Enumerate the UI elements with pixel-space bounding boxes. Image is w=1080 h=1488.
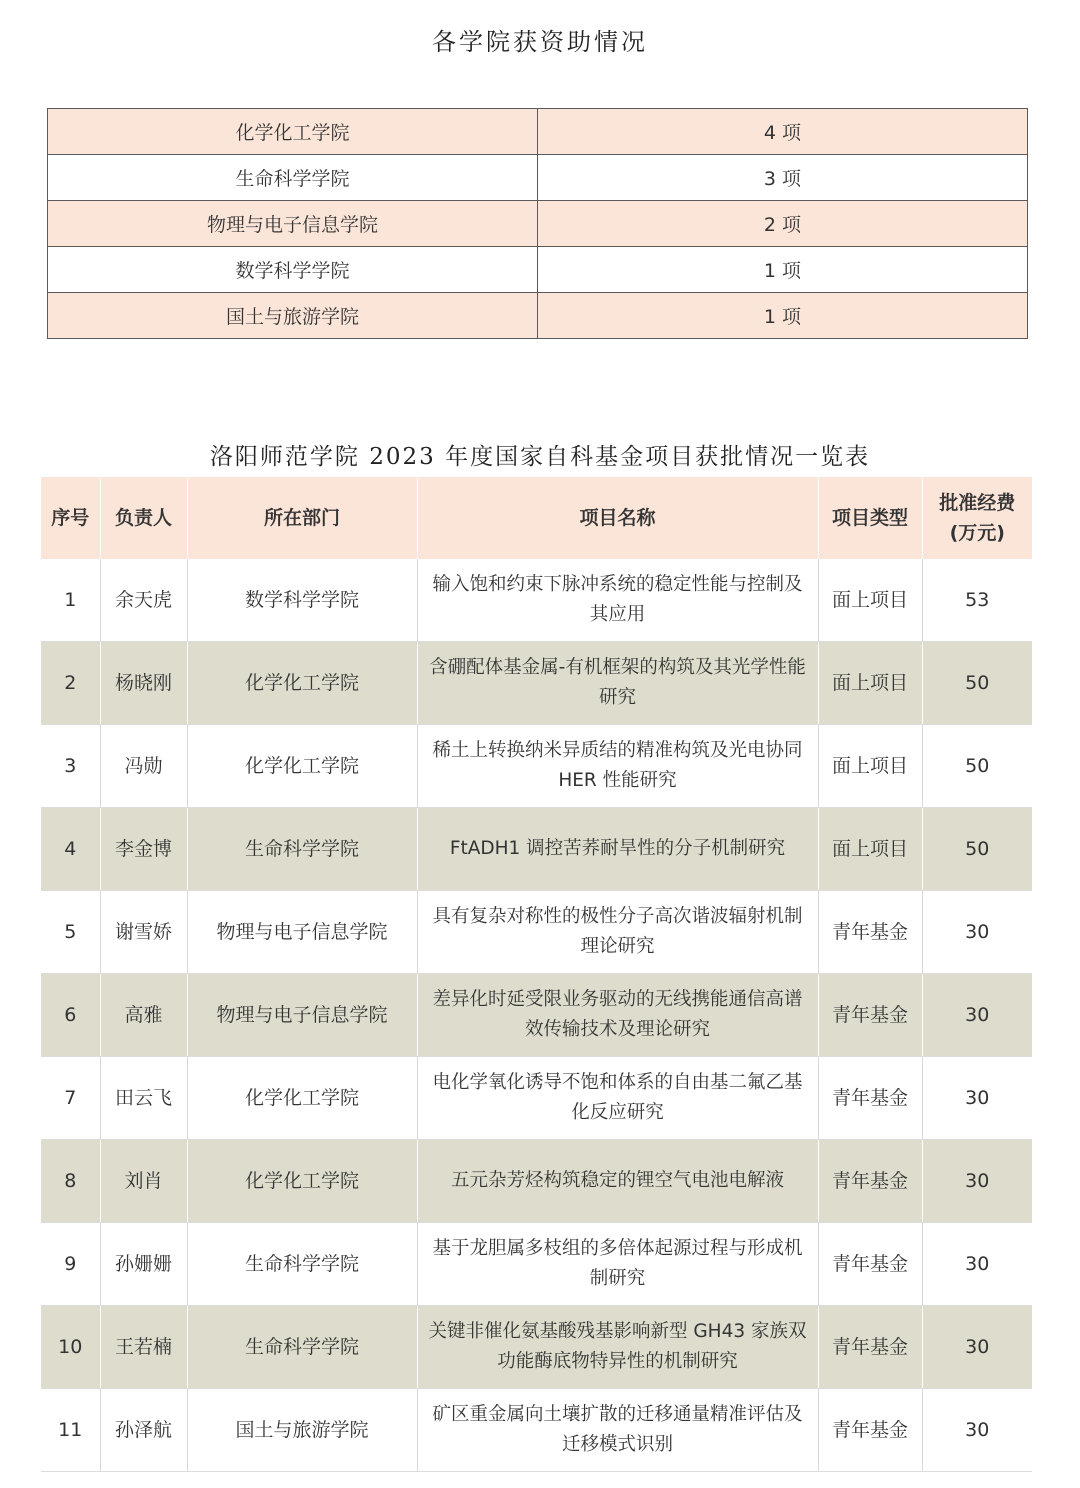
header-fund xyxy=(922,477,1032,559)
cell-no: 2 xyxy=(41,642,100,725)
cell-no: 11 xyxy=(41,1389,100,1472)
cell-dept: 生命科学学院 xyxy=(187,808,417,891)
header-project: 项目名称 xyxy=(417,477,818,559)
cell-type: 面上项目 xyxy=(818,808,922,891)
cell-leader: 王若楠 xyxy=(100,1306,187,1389)
table-row xyxy=(41,891,1032,974)
project-list-table xyxy=(41,477,1032,1472)
table-row xyxy=(41,808,1032,891)
summary-title: 各学院获资助情况 xyxy=(432,28,648,56)
cell-project: 五元杂芳烃构筑稳定的锂空气电池电解液 xyxy=(417,1140,818,1223)
cell-project: 输入饱和约束下脉冲系统的稳定性能与控制及其应用 xyxy=(417,559,818,642)
cell-dept: 化学化工学院 xyxy=(187,1057,417,1140)
cell-type: 青年基金 xyxy=(818,974,922,1057)
cell-fund: 50 xyxy=(922,725,1032,808)
summary-row xyxy=(48,293,1028,339)
cell-leader: 孙泽航 xyxy=(100,1389,187,1472)
cell-type: 青年基金 xyxy=(818,891,922,974)
cell-type: 面上项目 xyxy=(818,642,922,725)
summary-college: 数学科学学院 xyxy=(48,247,538,293)
table-row xyxy=(41,1306,1032,1389)
cell-dept: 国土与旅游学院 xyxy=(187,1389,417,1472)
cell-type: 青年基金 xyxy=(818,1389,922,1472)
cell-type: 面上项目 xyxy=(818,725,922,808)
cell-dept: 物理与电子信息学院 xyxy=(187,891,417,974)
table-row xyxy=(41,1223,1032,1306)
cell-project: 基于龙胆属多枝组的多倍体起源过程与形成机制研究 xyxy=(417,1223,818,1306)
cell-project: 矿区重金属向土壤扩散的迁移通量精准评估及迁移模式识别 xyxy=(417,1389,818,1472)
cell-leader: 冯勋 xyxy=(100,725,187,808)
cell-type: 青年基金 xyxy=(818,1057,922,1140)
college-summary-table xyxy=(47,108,1028,339)
cell-project: 电化学氧化诱导不饱和体系的自由基二氟乙基化反应研究 xyxy=(417,1057,818,1140)
header-fund-line1: 批准经费 xyxy=(939,492,1016,514)
summary-count: 4 项 xyxy=(538,109,1028,155)
table-row xyxy=(41,642,1032,725)
summary-row xyxy=(48,201,1028,247)
cell-leader: 田云飞 xyxy=(100,1057,187,1140)
cell-leader: 谢雪娇 xyxy=(100,891,187,974)
header-no: 序号 xyxy=(41,477,100,559)
header-dept: 所在部门 xyxy=(187,477,417,559)
cell-fund: 50 xyxy=(922,642,1032,725)
table-row xyxy=(41,974,1032,1057)
table-row xyxy=(41,1140,1032,1223)
summary-count: 2 项 xyxy=(538,201,1028,247)
cell-dept: 生命科学学院 xyxy=(187,1306,417,1389)
cell-fund: 30 xyxy=(922,974,1032,1057)
summary-count: 3 项 xyxy=(538,155,1028,201)
cell-fund: 30 xyxy=(922,1223,1032,1306)
cell-fund: 30 xyxy=(922,1140,1032,1223)
cell-type: 青年基金 xyxy=(818,1306,922,1389)
cell-dept: 数学科学学院 xyxy=(187,559,417,642)
summary-college: 物理与电子信息学院 xyxy=(48,201,538,247)
header-type: 项目类型 xyxy=(818,477,922,559)
cell-leader: 高雅 xyxy=(100,974,187,1057)
cell-fund: 50 xyxy=(922,808,1032,891)
detail-title: 洛阳师范学院 2023 年度国家自科基金项目获批情况一览表 xyxy=(209,444,871,470)
cell-dept: 化学化工学院 xyxy=(187,725,417,808)
cell-project: 差异化时延受限业务驱动的无线携能通信高谱效传输技术及理论研究 xyxy=(417,974,818,1057)
cell-no: 1 xyxy=(41,559,100,642)
summary-row xyxy=(48,109,1028,155)
summary-college: 国土与旅游学院 xyxy=(48,293,538,339)
summary-count: 1 项 xyxy=(538,247,1028,293)
cell-dept: 化学化工学院 xyxy=(187,1140,417,1223)
table-row xyxy=(41,559,1032,642)
cell-type: 青年基金 xyxy=(818,1223,922,1306)
cell-no: 6 xyxy=(41,974,100,1057)
cell-type: 青年基金 xyxy=(818,1140,922,1223)
cell-dept: 生命科学学院 xyxy=(187,1223,417,1306)
cell-dept: 物理与电子信息学院 xyxy=(187,974,417,1057)
cell-dept: 化学化工学院 xyxy=(187,642,417,725)
cell-leader: 余天虎 xyxy=(100,559,187,642)
cell-no: 9 xyxy=(41,1223,100,1306)
cell-fund: 30 xyxy=(922,891,1032,974)
cell-project: 关键非催化氨基酸残基影响新型 GH43 家族双功能酶底物特异性的机制研究 xyxy=(417,1306,818,1389)
summary-row xyxy=(48,247,1028,293)
cell-type: 面上项目 xyxy=(818,559,922,642)
cell-project: FtADH1 调控苦荞耐旱性的分子机制研究 xyxy=(417,808,818,891)
cell-leader: 孙姗姗 xyxy=(100,1223,187,1306)
cell-leader: 杨晓刚 xyxy=(100,642,187,725)
table-row xyxy=(41,1057,1032,1140)
cell-no: 5 xyxy=(41,891,100,974)
cell-no: 7 xyxy=(41,1057,100,1140)
summary-college: 生命科学学院 xyxy=(48,155,538,201)
cell-fund: 30 xyxy=(922,1306,1032,1389)
cell-project: 含硼配体基金属-有机框架的构筑及其光学性能研究 xyxy=(417,642,818,725)
table-row xyxy=(41,1389,1032,1472)
cell-no: 8 xyxy=(41,1140,100,1223)
header-fund-line2: (万元) xyxy=(949,522,1005,544)
cell-project: 稀土上转换纳米异质结的精准构筑及光电协同 HER 性能研究 xyxy=(417,725,818,808)
cell-fund: 30 xyxy=(922,1389,1032,1472)
cell-no: 3 xyxy=(41,725,100,808)
summary-count: 1 项 xyxy=(538,293,1028,339)
cell-no: 4 xyxy=(41,808,100,891)
summary-college: 化学化工学院 xyxy=(48,109,538,155)
cell-fund: 30 xyxy=(922,1057,1032,1140)
cell-project: 具有复杂对称性的极性分子高次谐波辐射机制理论研究 xyxy=(417,891,818,974)
cell-leader: 刘肖 xyxy=(100,1140,187,1223)
table-row xyxy=(41,725,1032,808)
header-leader: 负责人 xyxy=(100,477,187,559)
cell-fund: 53 xyxy=(922,559,1032,642)
cell-no: 10 xyxy=(41,1306,100,1389)
cell-leader: 李金博 xyxy=(100,808,187,891)
summary-row xyxy=(48,155,1028,201)
table-header-row xyxy=(41,477,1032,559)
